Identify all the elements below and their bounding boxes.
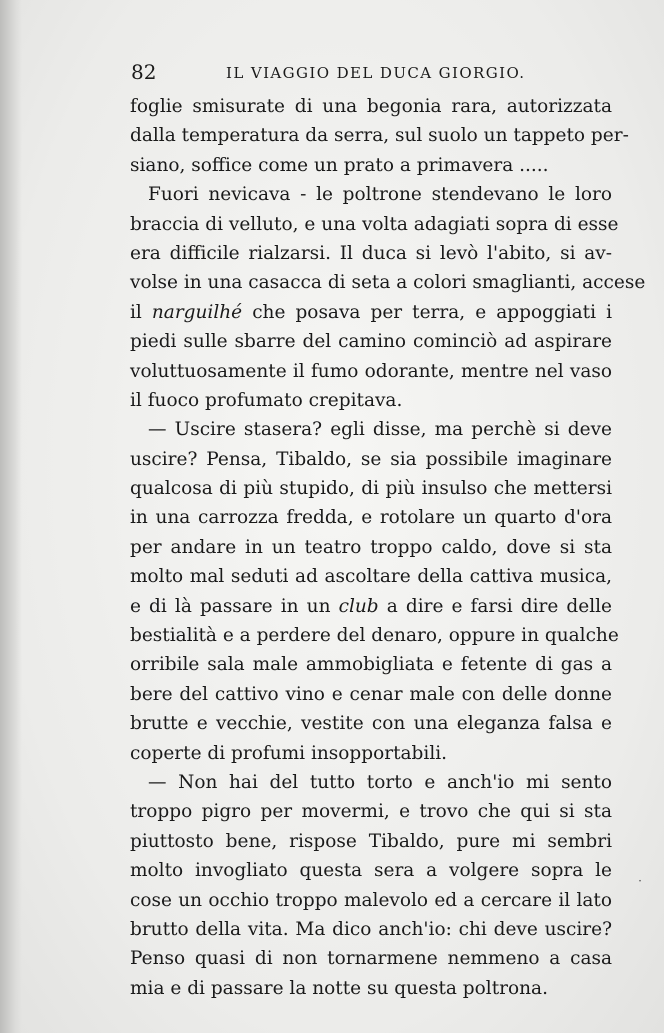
text-line: coperte di profumi insopportabili. xyxy=(130,742,448,764)
text-line: era difficile rialzarsi. Il duca si levò l'abito, si av- xyxy=(130,242,612,264)
body-text xyxy=(130,92,646,1003)
text-line: Fuori nevicava - le poltrone stendevano le loro xyxy=(148,184,612,206)
running-title: IL VIAGGIO DEL DUCA GIORGIO. xyxy=(226,64,526,82)
text-line: uscire? Pensa, Tibaldo, se sia possibile imaginare xyxy=(130,448,612,470)
text-line: volse in una casacca di seta a colori smaglianti, accese xyxy=(130,272,646,294)
text-fragment: il xyxy=(130,301,152,323)
text-line: braccia di velluto, e una volta adagiati sopra di esse xyxy=(130,213,619,235)
text-line: foglie smisurate di una begonia rara, autorizzata xyxy=(130,96,612,117)
text-line xyxy=(130,592,612,621)
text-line: piuttosto bene, rispose Tibaldo, pure mi sembri xyxy=(130,830,612,852)
text-line: mia e di passare la notte su questa poltrona. xyxy=(130,977,548,999)
text-line: brutto della vita. Ma dico anch'io: chi deve uscire? xyxy=(130,918,612,940)
text-line: qualcosa di più stupido, di più insulso che mettersi xyxy=(130,478,612,500)
text-line: piedi sulle sbarre del camino cominciò ad aspirare xyxy=(130,331,612,353)
text-line: brutte e vecchie, vestite con una eleganza falsa e xyxy=(130,713,612,735)
text-line: voluttuosamente il fumo odorante, mentre nel vaso xyxy=(130,360,612,382)
text-line: orribile sala male ammobigliata e fetente di gas a xyxy=(130,654,612,676)
text-line: molto mal seduti ad ascoltare della cattiva musica, xyxy=(130,566,612,588)
text-fragment: a dire e farsi dire delle xyxy=(378,595,612,617)
print-speck: · xyxy=(638,874,642,888)
text-line: bere del cattivo vino e cenar male con delle donne xyxy=(130,683,612,705)
page-number: 82 xyxy=(131,60,157,84)
text-line: Penso quasi di non tornarmene nemmeno a casa xyxy=(130,948,612,970)
page-gutter-shadow xyxy=(0,0,22,1033)
text-fragment: che posava per terra, e appoggiati i xyxy=(242,301,613,323)
italic-word: narguilhé xyxy=(151,301,243,323)
text-line: bestialità e a perdere del denaro, oppure in qualche xyxy=(130,625,619,647)
text-line xyxy=(130,298,612,327)
text-line: — Non hai del tutto torto e anch'io mi sento xyxy=(148,771,612,793)
text-line: dalla temperatura da serra, sul suolo un tappeto per- xyxy=(130,125,629,147)
text-line: in una carrozza fredda, e rotolare un quarto d'ora xyxy=(130,507,612,529)
italic-word: club xyxy=(338,595,379,617)
text-line: cose un occhio troppo malevolo ed a cercare il lato xyxy=(130,889,612,911)
text-line: molto invogliato questa sera a volgere sopra le xyxy=(130,860,612,882)
text-line: — Uscire stasera? egli disse, ma perchè si deve xyxy=(148,419,612,441)
text-fragment: e di là passare in un xyxy=(130,595,339,617)
text-line: troppo pigro per movermi, e trovo che qui si sta xyxy=(130,801,612,823)
text-line: per andare in un teatro troppo caldo, dove si sta xyxy=(130,536,612,558)
text-line: il fuoco profumato crepitava. xyxy=(130,389,403,411)
running-head xyxy=(131,60,613,88)
text-line: siano, soffice come un prato a primavera ..... xyxy=(130,154,549,176)
